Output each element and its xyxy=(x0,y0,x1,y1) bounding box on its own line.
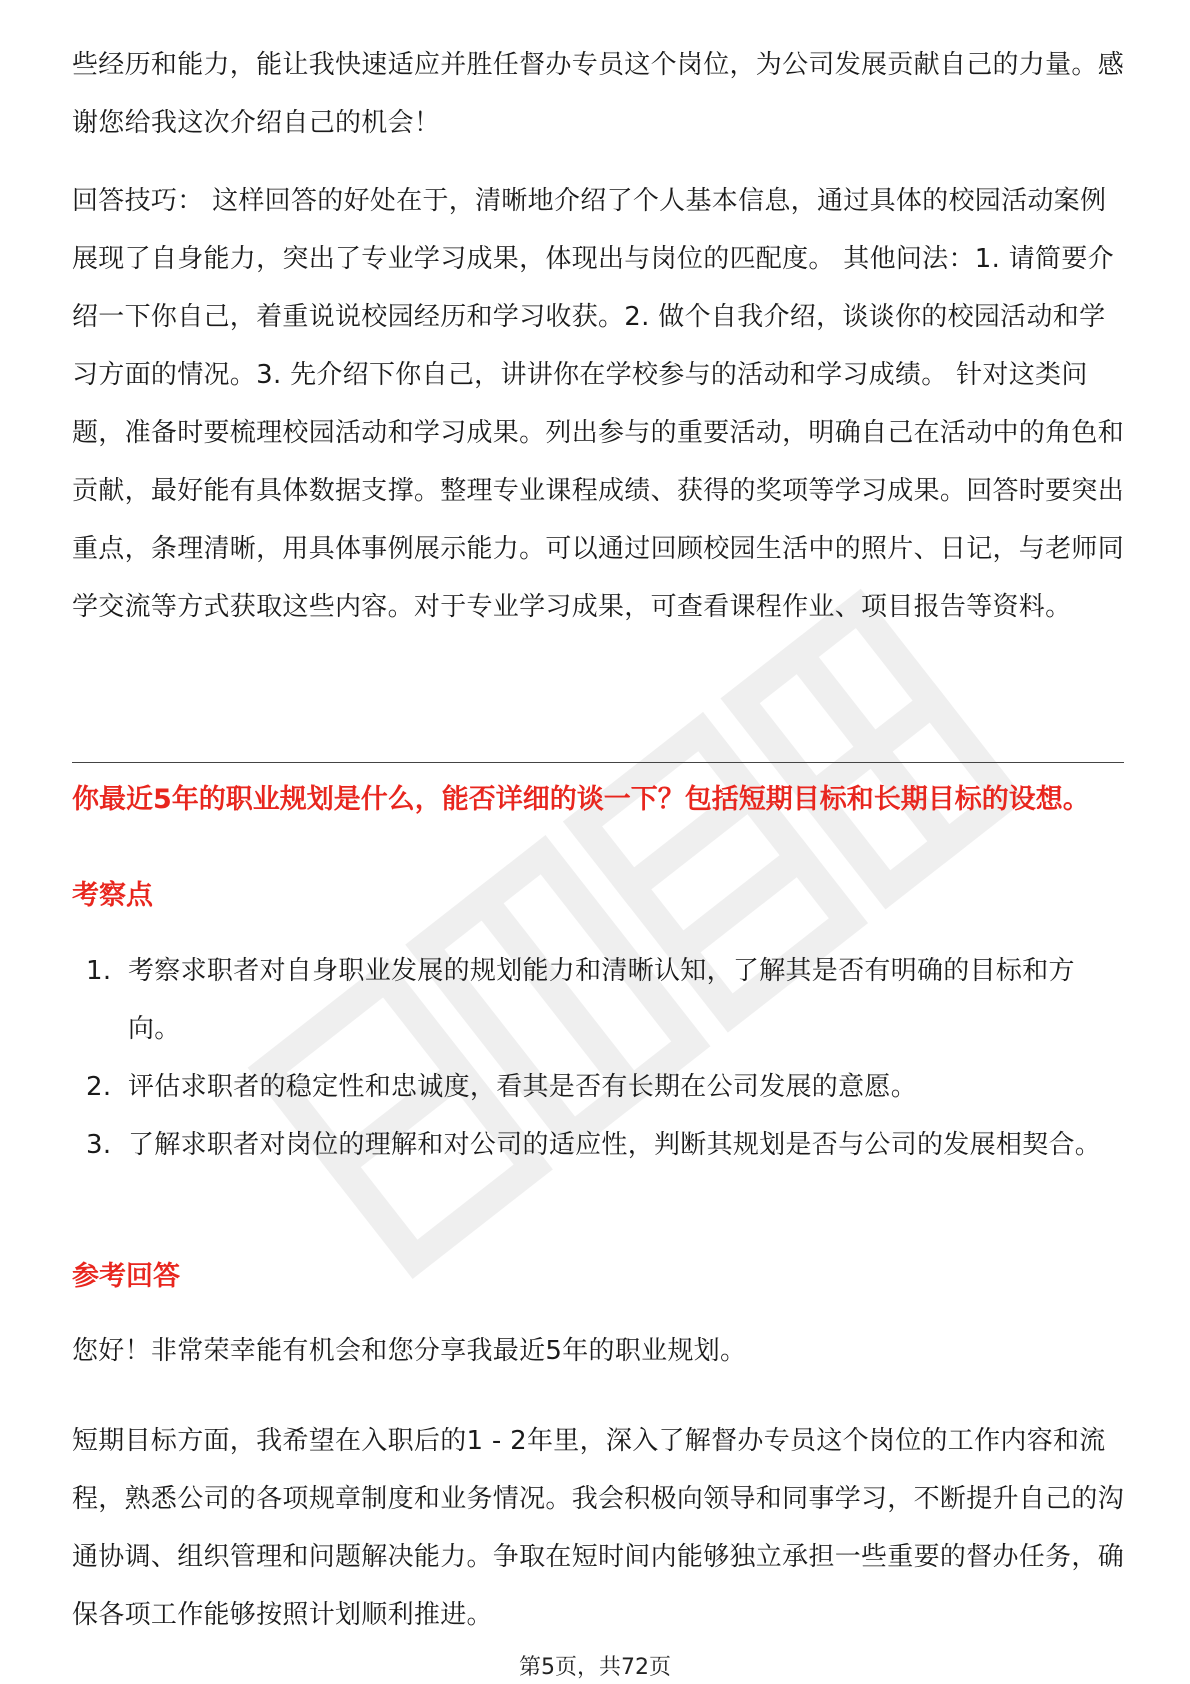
list-item-number: 1. xyxy=(86,956,112,986)
section-divider xyxy=(72,762,1124,763)
section-heading-answer: 参考回答 xyxy=(72,1261,180,1292)
list-item xyxy=(72,1116,1124,1174)
list-item-number: 2. xyxy=(86,1072,112,1102)
section-heading-points: 考察点 xyxy=(72,880,153,911)
list-item-text: 了解求职者对岗位的理解和对公司的适应性，判断其规划是否与公司的发展相契合。 xyxy=(128,1130,1102,1160)
page-number: 第5页，共72页 xyxy=(519,1655,671,1680)
points-list xyxy=(72,942,1124,1174)
answer-tips-paragraph: 回答技巧： 这样回答的好处在于，清晰地介绍了个人基本信息，通过具体的校园活动案例展现了自身能力，突出了专业学习成果，体现出与岗位的匹配度。 其他问法：1. 请简要介绍一下你自己，着重说说校园经历和学习收获。2. 做个自我介绍，谈谈你的校园活动和学习方面的情况。3. 先介绍下你自己，讲讲你在学校参与的活动和学习成绩。 针对这类问题，准备时要梳理校园活动和学习成果。列出参与的重要活动，明确自己在活动中的角色和贡献，最好能有具体数据支撑。整理专业课程成绩、获得的奖项等学习成果。回答时要突出重点，条理清晰，用具体事例展示能力。可以通过回顾校园生活中的照片、日记，与老师同学交流等方式获取这些内容。对于专业学习成果，可查看课程作业、项目报告等资料。 xyxy=(72,186,1125,622)
answer-short-term-paragraph: 短期目标方面，我希望在入职后的1 - 2年里，深入了解督办专员这个岗位的工作内容和流程，熟悉公司的各项规章制度和业务情况。我会积极向领导和同事学习，不断提升自己的沟通协调、组织管理和问题解决能力。争取在短时间内能够独立承担一些重要的督办任务，确保各项工作能够按照计划顺利推进。 xyxy=(72,1426,1125,1630)
list-item xyxy=(72,942,1124,1058)
answer-intro-paragraph: 您好！非常荣幸能有机会和您分享我最近5年的职业规划。 xyxy=(72,1336,747,1366)
question-title: 你最近5年的职业规划是什么，能否详细的谈一下？包括短期目标和长期目标的设想。 xyxy=(72,784,1090,815)
list-item-number: 3. xyxy=(86,1130,112,1160)
list-item-text: 评估求职者的稳定性和忠诚度，看其是否有长期在公司发展的意愿。 xyxy=(128,1072,918,1102)
list-item xyxy=(72,1058,1124,1116)
list-item-text: 考察求职者对自身职业发展的规划能力和清晰认知，了解其是否有明确的目标和方向。 xyxy=(128,956,1075,1044)
continuation-paragraph: 些经历和能力，能让我快速适应并胜任督办专员这个岗位，为公司发展贡献自己的力量。感谢您给我这次介绍自己的机会！ xyxy=(72,50,1125,138)
